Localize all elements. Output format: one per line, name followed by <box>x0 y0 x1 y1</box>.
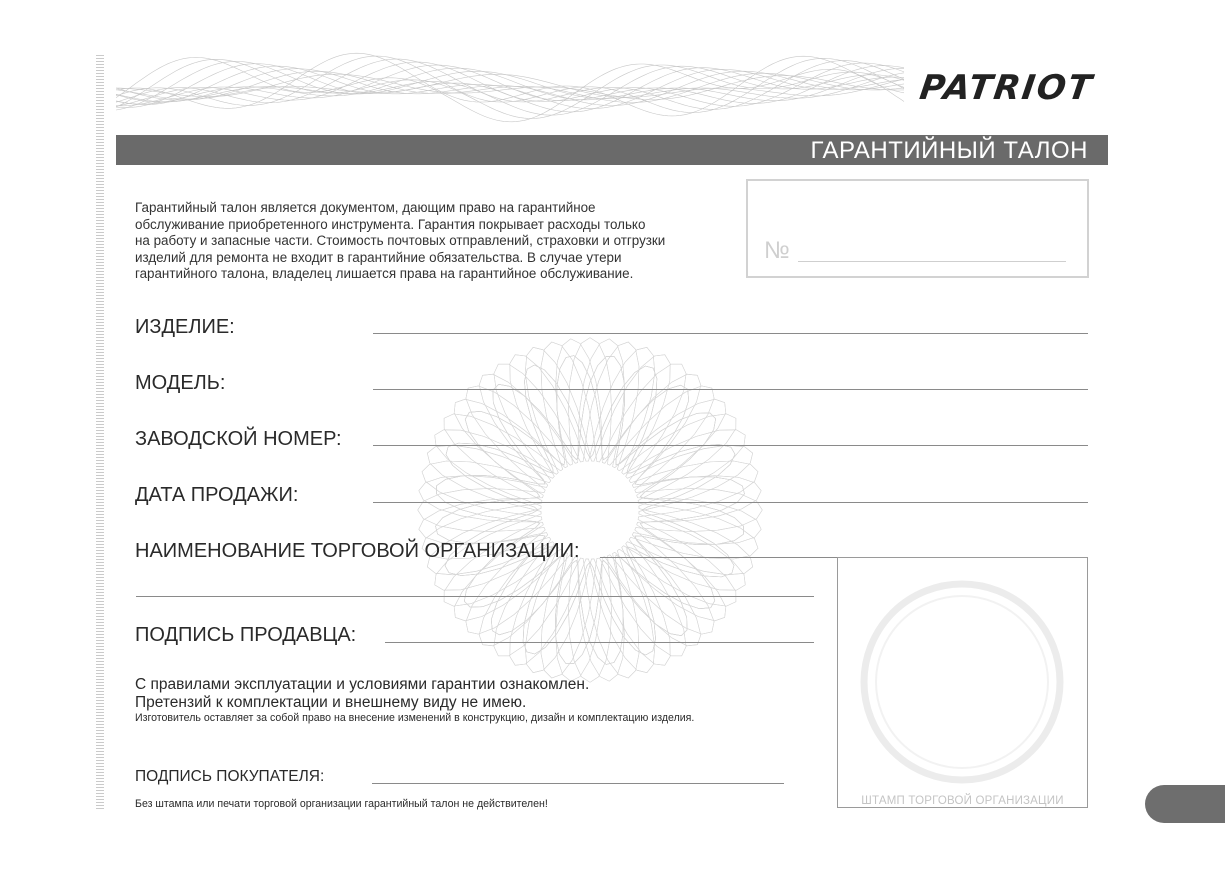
buyer-signature-label: ПОДПИСЬ ПОКУПАТЕЛЯ: <box>135 768 325 785</box>
patriot-logo: PATRIOT <box>917 68 1096 108</box>
rosette-loop <box>437 357 744 664</box>
stamp-circle-watermark <box>850 570 1075 785</box>
rosette-loop <box>436 356 745 665</box>
buyer-signature-field[interactable] <box>372 783 784 784</box>
rosette-loop <box>445 365 735 655</box>
rosette-loop <box>436 356 745 665</box>
rosette-loop <box>427 347 752 672</box>
stamp-label: ШТАМП ТОРГОВОЙ ОРГАНИЗАЦИИ <box>861 795 1064 807</box>
guilloche-band-pattern <box>116 48 906 128</box>
page-tab <box>1145 785 1225 823</box>
intro-line: изделий для ремонта не входит в гарантийние обязательства. В случае утери <box>135 249 622 265</box>
product-field[interactable] <box>373 333 1088 334</box>
intro-line: на работу и запасные части. Стоимость почтовых отправлений, страховки и отгрузки <box>135 233 666 248</box>
number-symbol: № <box>764 237 790 264</box>
seller-signature-label: ПОДПИСЬ ПРОДАВЦА: <box>135 624 357 646</box>
model-field[interactable] <box>373 389 1088 390</box>
rosette-loop <box>437 357 744 664</box>
intro-text <box>135 200 725 283</box>
rosette-loop <box>427 347 752 672</box>
rosette-loop <box>436 356 745 665</box>
acknowledgement-line: Претензий к комплектации и внешнему виду не имею. <box>135 694 527 711</box>
model-label: МОДЕЛЬ: <box>135 372 226 394</box>
band-wave <box>116 57 904 121</box>
rosette-loop <box>445 365 735 655</box>
stamp-box[interactable] <box>837 557 1088 808</box>
band-wave <box>116 65 904 106</box>
rosette-loop <box>445 365 735 655</box>
rosette-loop <box>422 342 758 678</box>
rosette-loop <box>419 339 761 681</box>
product-label: ИЗДЕЛИЕ: <box>135 316 235 338</box>
rosette-loop <box>427 347 752 672</box>
intro-line: гарантийного талона, владелец лишается права на гарантийное обслуживание. <box>135 266 634 281</box>
serial-number-label: ЗАВОДСКОЙ НОМЕР: <box>135 428 342 450</box>
acknowledgement-line: С правилами эксплуатации и условиями гарантии ознакомлен. <box>135 676 590 693</box>
seller-signature-field[interactable] <box>385 642 814 643</box>
rosette-loop <box>427 347 752 672</box>
organization-field[interactable] <box>600 557 837 558</box>
sale-date-label: ДАТА ПРОДАЖИ: <box>135 484 299 506</box>
security-edge-strip <box>96 55 104 811</box>
page-title: ГАРАНТИЙНЫЙ ТАЛОН <box>810 137 1088 164</box>
rosette-loop <box>437 357 744 664</box>
sale-date-field[interactable] <box>373 502 1088 503</box>
rosette-loop <box>422 342 758 678</box>
title-bar <box>116 135 1108 165</box>
warranty-number-field[interactable] <box>798 261 1066 262</box>
rosette-loop <box>422 342 758 678</box>
rosette-loop <box>419 339 761 681</box>
serial-number-field[interactable] <box>373 445 1088 446</box>
intro-line: обслуживание приобретенного инструмента. Гарантия покрывает расходы только <box>135 216 646 232</box>
organization-field-continuation[interactable] <box>136 596 814 597</box>
manufacturer-note: Изготовитель оставляет за собой право на внесение изменений в конструкцию, дизайн и комплектацию изделия. <box>135 712 695 724</box>
rosette-loop <box>419 339 761 681</box>
rosette-loop <box>436 356 745 665</box>
warranty-number-box <box>746 179 1089 278</box>
rosette-loop <box>419 339 761 681</box>
rosette-loop <box>437 357 744 664</box>
rosette-loop <box>422 342 758 678</box>
intro-line: Гарантийный талон является документом, дающим право на гарантийное <box>135 200 596 215</box>
footer-disclaimer: Без штампа или печати торговой организации гарантийный талон не действителен! <box>135 798 548 810</box>
rosette-loop <box>445 365 735 655</box>
organization-label: НАИМЕНОВАНИЕ ТОРГОВОЙ ОРГАНИЗАЦИИ: <box>135 540 580 562</box>
